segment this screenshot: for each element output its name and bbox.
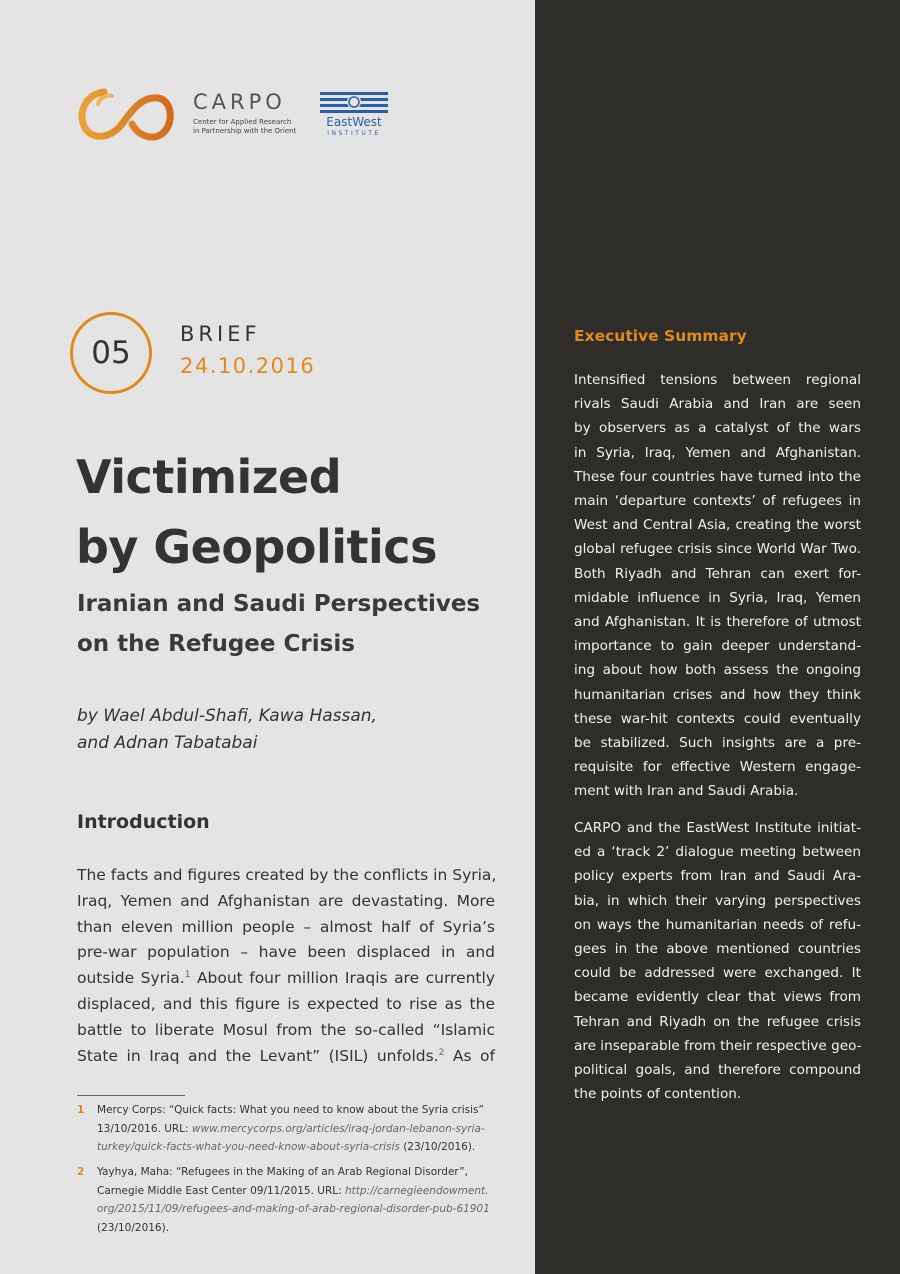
brief-number: 05 bbox=[91, 335, 131, 371]
carpo-logo bbox=[76, 84, 297, 144]
footnote-text: Mercy Corps: “Quick facts: What you need to know about the Syria crisis” 13/10/2016. URL: www.mercycorps.org/articles/iraq-jordan-lebanon-syria- turkey/quick-facts-what-you-need-know-about-syria-crisis (23/10/2016). bbox=[97, 1104, 485, 1154]
brief-number-badge bbox=[70, 312, 152, 394]
intro-line: State in Iraq and the Levant” (ISIL) unfolds.$^2$ As of bbox=[77, 1046, 495, 1065]
summary-line: West and Central Asia, creating the worst bbox=[574, 517, 861, 534]
ewi-logo bbox=[320, 92, 388, 140]
summary-line: the points of contention. bbox=[574, 1086, 742, 1103]
carpo-infinity-icon bbox=[76, 84, 176, 144]
summary-line: ing about how both assess the ongoing bbox=[574, 662, 861, 679]
summary-line: midable influence in Syria, Iraq, Yemen bbox=[574, 589, 861, 606]
brief-label: BRIEF bbox=[180, 322, 261, 346]
footnote-number: 1 bbox=[77, 1104, 85, 1116]
summary-line: global refugee crisis since World War Two. bbox=[574, 541, 861, 558]
title-line-2: by Geopolitics bbox=[76, 520, 437, 574]
intro-line: displaced, and this figure is expected to rise as the bbox=[77, 994, 495, 1013]
summary-line: humanitarian crises and how they think bbox=[574, 686, 861, 703]
summary-line: Both Riyadh and Tehran can exert for- bbox=[574, 565, 861, 582]
summary-line: these war-hit contexts could eventually bbox=[574, 710, 861, 727]
intro-line: outside Syria.$^1$ About four million Iraqis are currently bbox=[77, 969, 495, 988]
authors-line-1: by Wael Abdul-Shafi, Kawa Hassan, bbox=[77, 706, 377, 726]
summary-line: political goals, and therefore compound bbox=[574, 1062, 861, 1079]
footnote-number: 2 bbox=[77, 1166, 85, 1178]
footnote-link[interactable]: org/2015/11/09/refugees-and-making-of-arab-regional-disorder-pub-61901 bbox=[97, 1203, 490, 1216]
intro-line: Iraq, Yemen and Afghanistan are devastating. More bbox=[77, 891, 495, 910]
executive-summary-paragraph-2 bbox=[574, 816, 861, 1106]
summary-line: Intensified tensions between regional bbox=[574, 372, 861, 388]
authors bbox=[77, 703, 517, 757]
carpo-name: CARPO bbox=[193, 90, 286, 114]
summary-line: ment with Iran and Saudi Arabia. bbox=[574, 783, 799, 800]
executive-summary-paragraph-1 bbox=[574, 368, 861, 804]
summary-line: ed a ‘track 2’ dialogue meeting between bbox=[574, 844, 861, 861]
footnote-link[interactable]: http://carnegieendowment. bbox=[345, 1184, 489, 1197]
footnote-2 bbox=[77, 1163, 497, 1237]
summary-line: bia, in which their varying perspectives bbox=[574, 892, 861, 909]
summary-line: importance to gain deeper understand- bbox=[574, 638, 861, 655]
subtitle-line-2: on the Refugee Crisis bbox=[77, 631, 355, 657]
summary-line: CARPO and the EastWest Institute initiat- bbox=[574, 820, 861, 836]
summary-line: are inseparable from their respective geo- bbox=[574, 1037, 862, 1054]
subtitle-line-1: Iranian and Saudi Perspectives bbox=[77, 591, 481, 617]
summary-line: These four countries have turned into the bbox=[574, 468, 861, 485]
summary-line: requisite for effective Western engage- bbox=[574, 759, 861, 776]
intro-line: pre-war population – have been displaced in and bbox=[77, 943, 495, 962]
ewi-flag-icon bbox=[320, 92, 388, 116]
document-subtitle bbox=[77, 584, 532, 664]
summary-line: policy experts from Iran and Saudi Ara- bbox=[574, 868, 861, 885]
summary-line: became evidently clear that views from bbox=[574, 989, 861, 1006]
summary-line: be stabilized. Such insights are a pre- bbox=[574, 735, 861, 752]
ewi-name: EastWest bbox=[326, 115, 382, 129]
authors-line-2: and Adnan Tabatabai bbox=[77, 733, 258, 753]
document-title bbox=[76, 442, 531, 582]
introduction-heading: Introduction bbox=[77, 811, 210, 833]
summary-line: on ways the humanitarian needs of refu- bbox=[574, 916, 861, 933]
summary-line: in Syria, Iraq, Yemen and Afghanistan. bbox=[574, 444, 861, 461]
footnote-link[interactable]: www.mercycorps.org/articles/iraq-jordan-lebanon-syria- bbox=[191, 1122, 485, 1135]
carpo-tagline: Center for Applied Research in Partnership with the Orient bbox=[193, 118, 297, 135]
executive-summary-heading: Executive Summary bbox=[574, 327, 747, 345]
summary-line: Tehran and Riyadh on the refugee crisis bbox=[574, 1013, 861, 1030]
summary-line: rivals Saudi Arabia and Iran are seen bbox=[574, 396, 861, 413]
introduction-body bbox=[77, 863, 495, 1069]
brief-date: 24.10.2016 bbox=[180, 354, 316, 378]
ewi-sub: INSTITUTE bbox=[327, 130, 381, 137]
summary-line: and Afghanistan. It is therefore of utmost bbox=[574, 614, 861, 631]
intro-line: The facts and figures created by the conflicts in Syria, bbox=[77, 866, 497, 884]
summary-line: by observers as a catalyst of the wars bbox=[574, 420, 861, 437]
summary-line: main ‘departure contexts’ of refugees in bbox=[574, 493, 861, 510]
summary-line: gees in the above mentioned countries bbox=[574, 941, 861, 958]
footnote-text: Yayhya, Maha: “Refugees in the Making of an Arab Regional Disorder”, Carnegie Middle East Center 09/11/2015. URL: http://carnegieendowment. org/2015/11/09/refugees-and-making-of-arab-regional-disorder-pub-61901 (23/10/2016). bbox=[97, 1166, 490, 1234]
footnote-ref-1[interactable]: 1 bbox=[184, 970, 191, 981]
footnote-divider bbox=[77, 1095, 185, 1096]
footnote-link[interactable]: turkey/quick-facts-what-you-need-know-about-syria-crisis bbox=[97, 1141, 400, 1154]
intro-line: than eleven million people – almost half of Syria’s bbox=[77, 917, 495, 936]
summary-line: could be addressed were exchanged. It bbox=[574, 965, 861, 982]
footnote-ref-2[interactable]: 2 bbox=[438, 1047, 445, 1058]
intro-line: battle to liberate Mosul from the so-called “Islamic bbox=[77, 1020, 495, 1039]
title-line-1: Victimized bbox=[76, 450, 342, 504]
footnote-1 bbox=[77, 1101, 497, 1157]
